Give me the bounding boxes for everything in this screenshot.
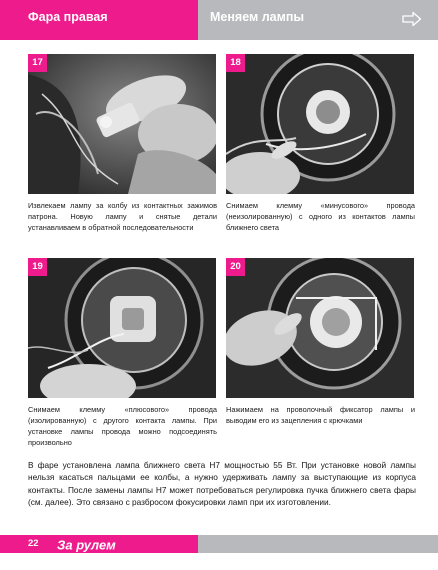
- caption-step-20: Нажимаем на проволочный фиксатор лампы и выводим его из зацепления с крючками: [226, 405, 415, 425]
- photo-step-17: [28, 54, 216, 194]
- page-number: 22: [28, 538, 39, 549]
- section-bar: [0, 0, 198, 40]
- step-number: 19: [28, 258, 47, 276]
- photo-step-18: [226, 54, 414, 194]
- arrow-right-icon: [402, 11, 422, 32]
- step-number: 17: [28, 54, 47, 72]
- photo-step-19: [28, 258, 216, 398]
- photo-step-20: [226, 258, 414, 398]
- logo-text: За рулем: [57, 537, 116, 553]
- body-paragraph: В фаре установлена лампа ближнего света Н7 мощностью 55 Вт. При установке новой лампы нельзя касаться пальцами ее колбы, а нужно удерживать лампу за выступающие из корпуса контакты. После замены лампы Н7 может потребоваться регулировка пучка ближнего света фары (см. далее). Это связано с разбросом фокусировки ламп при их изготовлении.: [28, 460, 416, 507]
- footer-accent-bar: [0, 535, 198, 553]
- chapter-title: Меняем лампы: [210, 10, 305, 24]
- caption-step-18: Снимаем клемму «минусового» провода (неизолированную) с одного из контактов лампы ближнего света: [226, 201, 415, 232]
- step-number: 20: [226, 258, 245, 276]
- magazine-logo: [56, 535, 126, 553]
- step-number: 18: [226, 54, 245, 72]
- page-footer: [0, 535, 438, 553]
- caption-step-19: Снимаем клемму «плюсового» провода (изолированную) с другого контакта лампы. При установке лампы провода можно подсоединять произвольно: [28, 405, 217, 447]
- footer-gray-bar: [198, 535, 438, 553]
- page-header: [0, 0, 438, 40]
- caption-step-17: Извлекаем лампу за колбу из контактных зажимов патрона. Новую лампу и снятые детали устанавливаем в обратной последовательности: [28, 201, 217, 232]
- section-title: Фара правая: [28, 10, 108, 24]
- chapter-bar: [198, 0, 438, 40]
